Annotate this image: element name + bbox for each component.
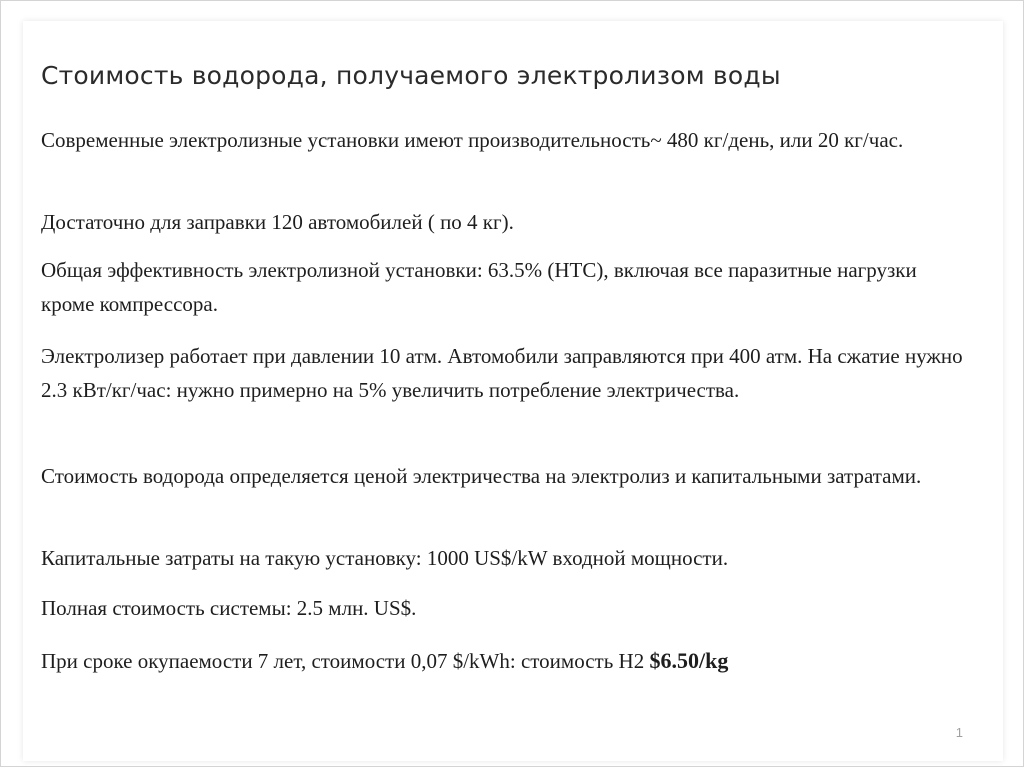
paragraph-cars: Достаточно для заправки 120 автомобилей ( по 4 кг).: [41, 210, 514, 234]
paragraph-pressure: Электролизер работает при давлении 10 атм. Автомобили заправляются при 400 атм. На сжатие нужно 2.3 кВт/кг/час: нужно примерно на 5% увеличить потребление электричества.: [41, 344, 963, 402]
paragraph-efficiency: Общая эффективность электролизной установки: 63.5% (HTC), включая все паразитные нагрузки кроме компрессора.: [41, 258, 917, 316]
paragraph-system-cost: Полная стоимость системы: 2.5 млн. US$.: [41, 596, 417, 620]
hydrogen-cost-value: $6.50/kg: [649, 648, 729, 673]
slide-title: Стоимость водорода, получаемого электролизом воды: [41, 61, 781, 90]
paragraph-payback: [41, 644, 971, 678]
paragraph-cost-factors: Стоимость водорода определяется ценой электричества на электролиз и капитальными затратами.: [41, 464, 922, 488]
paragraph-productivity: Современные электролизные установки имеют производительность~ 480 кг/день, или 20 кг/час.: [41, 128, 904, 152]
payback-text: При сроке окупаемости 7 лет, стоимости 0,07 $/kWh: стоимость H2: [41, 649, 650, 673]
paragraph-capital-costs: Капитальные затраты на такую установку: 1000 US$/kW входной мощности.: [41, 546, 729, 570]
page-number: 1: [955, 725, 963, 740]
